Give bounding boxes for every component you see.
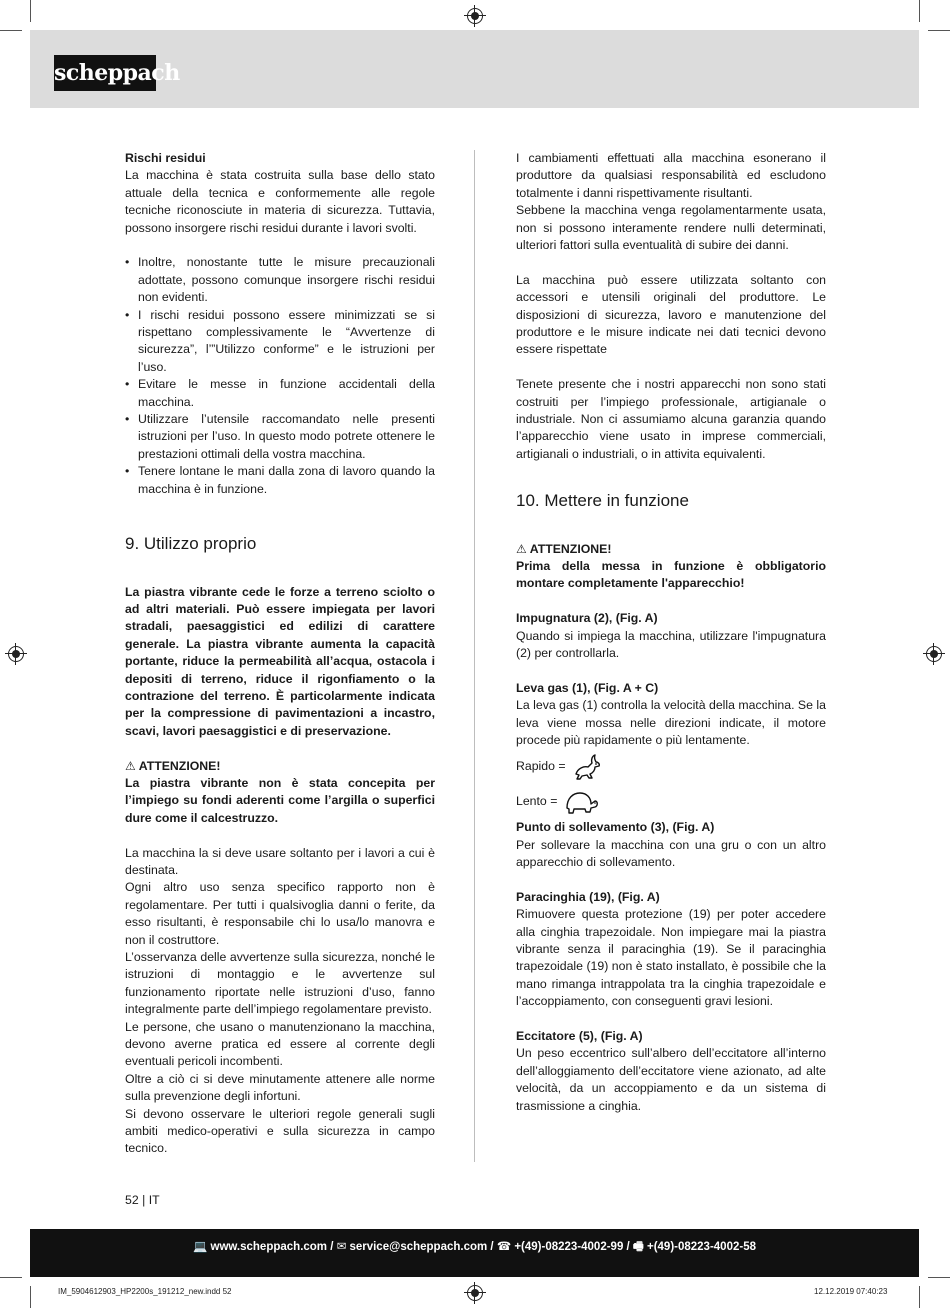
registration-mark-icon <box>926 646 942 662</box>
exciter-text: Un peso eccentrico sull’albero dell’eccitatore all’interno dell’alloggiamento dell’eccitatore viene azionato, ad alte velocità, da un accoppiamento e da un sistema di trasmissione a cinghia. <box>516 1046 826 1113</box>
warning-text: La piastra vibrante non è stata concepita per l’impiego su fondi aderenti come l’argilla o superfici dure come il calcestruzzo. <box>125 775 435 825</box>
paragraph: La macchina la si deve usare soltanto per i lavori a cui è destinata. <box>125 845 435 877</box>
warning-heading <box>125 758 435 775</box>
residual-risks-intro: La macchina è stata costruita sulla base dello stato attuale della tecnica e conformemente alle regole tecniche riconosciute in materia di sicurezza. Tuttavia, possono insorgere rischi residui durante i lavori svolti. <box>125 168 435 235</box>
paragraph: Tenete presente che i nostri apparecchi non sono stati costruiti per l’impiego professionale, artigianale o industriale. Non ci assumiamo alcuna garanzia quando l’apparecchio viene usato in imprese commerciali, artigianali o industriali, o in attivita equivalenti. <box>516 377 826 461</box>
warning-triangle-icon: ⚠ <box>125 758 136 773</box>
fast-label: Rapido = <box>516 759 566 774</box>
belt-guard-title: Paracinghia (19), (Fig. A) <box>516 889 660 904</box>
warning-triangle-icon: ⚠ <box>516 541 527 556</box>
fast-speed-row <box>516 750 826 785</box>
warning-label: ATTENZIONE! <box>529 541 612 556</box>
paragraph: Sebbene la macchina venga regolamentarmente usata, non si possono interamente rendere nulli determinati, ulteriori fattori sulla eventualità di subire dei danni. <box>516 203 826 253</box>
paragraph: Si devono osservare le ulteriori regole generali sugli ambiti medico-operativi e sulla sicurezza in campo tecnico. <box>125 1106 435 1156</box>
paragraph: I cambiamenti effettuati alla macchina esonerano il produttore da qualsiasi responsabilità ed escludono totalmente i danni rispettivamente risultanti. <box>516 151 826 200</box>
crop-mark <box>30 1286 31 1308</box>
turtle-icon <box>563 788 599 816</box>
warning-label: ATTENZIONE! <box>138 758 221 773</box>
crop-mark <box>928 1277 950 1278</box>
footer-band <box>30 1229 919 1277</box>
belt-guard-text: Rimuovere questa protezione (19) per poter accedere alla cinghia trapezoidale. Non impiegare mai la piastra vibrante senza il paracinghia (19). Se il paracinghia trapezoidale (19) non è stato installato, è possibile che la mano rimanga intrappolata tra la cinghia trapezoidale e l’accoppiamento, con conseguenti gravi lesioni. <box>516 907 826 1009</box>
right-column <box>516 150 826 1115</box>
column-divider <box>474 150 475 1162</box>
page-number: 52 | IT <box>125 1193 160 1207</box>
handle-text: Quando si impiega la macchina, utilizzare l'impugnatura (2) per controllarla. <box>516 628 826 661</box>
paragraph: Le persone, che usano o manutenzionano la macchina, devono averne pratica ed essere al corrente degli eventuali pericoli incombenti. <box>125 1019 435 1069</box>
paragraph: Oltre a ciò ci si deve minutamente attenere alle norme sulla prevenzione degli infortuni. <box>125 1071 435 1104</box>
exciter-title: Eccitatore (5), (Fig. A) <box>516 1028 643 1043</box>
footer-contact: 💻 www.scheppach.com / ✉ service@scheppach.com / ☎ +(49)-08223-4002-99 / 🖷 +(49)-08223-4002-58 <box>193 1241 756 1253</box>
paragraph: L’osservanza delle avvertenze sulla sicurezza, nonché le istruzioni di montaggio e le avvertenze sul funzionamento riportate nelle istruzioni d’uso, fanno integralmente parte dell’impiego regolamentare previsto. <box>125 950 435 1017</box>
registration-mark-icon <box>467 1285 483 1301</box>
registration-mark-icon <box>467 8 483 24</box>
crop-mark <box>30 0 31 22</box>
throttle-title: Leva gas (1), (Fig. A + C) <box>516 680 659 695</box>
crop-mark <box>919 1286 920 1308</box>
residual-risks-title: Rischi residui <box>125 151 206 165</box>
crop-mark <box>919 0 920 22</box>
paragraph: La macchina può essere utilizzata soltanto con accessori e utensili originali del produttore. Le disposizioni di sicurezza, lavoro e manutenzione del produttore e le misure indicate nei dati tecnici devono essere rispettate <box>516 272 826 357</box>
list-item: • Tenere lontane le mani dalla zona di lavoro quando la macchina è in funzione. <box>125 463 435 498</box>
brand-logo: scheppach <box>54 55 156 91</box>
residual-risks-list <box>125 254 435 498</box>
registration-mark-icon <box>8 646 24 662</box>
slow-speed-row <box>516 784 826 819</box>
list-item: • Inoltre, nonostante tutte le misure precauzionali adottate, possono comunque insorgere rischi residui non evidenti. <box>125 254 435 306</box>
crop-mark <box>928 30 950 31</box>
list-item: • Evitare le messe in funzione accidentali della macchina. <box>125 376 435 411</box>
rabbit-icon <box>572 752 602 782</box>
section-10-heading: 10. Mettere in funzione <box>516 491 689 511</box>
list-item: • Utilizzare l’utensile raccomandato nelle presenti istruzioni per l’uso. In questo modo potrete ottenere le prestazioni ottimali della vostra macchina. <box>125 411 435 463</box>
slug-filename: IM_5904612903_HP2200s_191212_new.indd 52 <box>58 1287 232 1296</box>
warning-text: Prima della messa in funzione è obbligatorio montare completamente l'apparecchio! <box>516 559 826 591</box>
lift-point-title: Punto di sollevamento (3), (Fig. A) <box>516 820 715 835</box>
list-item: • I rischi residui possono essere minimizzati se si rispettano complessivamente le “Avvertenze di sicurezza”, l’”Utilizzo conforme” e le istruzioni per l’uso. <box>125 307 435 377</box>
lift-point-text: Per sollevare la macchina con una gru o con un altro apparecchio di sollevamento. <box>516 837 826 869</box>
slug-datetime: 12.12.2019 07:40:23 <box>814 1287 888 1296</box>
throttle-text: La leva gas (1) controlla la velocità della macchina. Se la leva viene mossa nelle direzioni indicate, il motore procede più rapidamente o più lentamente. <box>516 698 826 748</box>
slow-label: Lento = <box>516 794 558 808</box>
section-9-heading: 9. Utilizzo proprio <box>125 534 257 554</box>
handle-title: Impugnatura (2), (Fig. A) <box>516 611 658 626</box>
left-column <box>125 150 435 1158</box>
warning-heading <box>516 541 826 558</box>
crop-mark <box>0 30 22 31</box>
crop-mark <box>0 1277 22 1278</box>
paragraph: Ogni altro uso senza specifico rapporto non è regolamentare. Per tutti i qualsivoglia danni o ferite, da esso risultanti, è responsabile chi lo usa/lo manovra e non il costruttore. <box>125 880 435 947</box>
section-9-bold-text: La piastra vibrante cede le forze a terreno sciolto o ad altri materiali. Può essere impiegata per lavori stradali, paesaggistici ed edilizi di carattere generale. La piastra vibrante aumenta la capacità portante, riduce la permeabilità all’acqua, ostacola i depositi di terreno, riduce il rigonfiamento o la contrazione del terreno. È particolarmente indicata per la compressione di pavimentazioni a incastro, scavi, lavori paesaggistici e di preservazione. <box>125 584 435 738</box>
